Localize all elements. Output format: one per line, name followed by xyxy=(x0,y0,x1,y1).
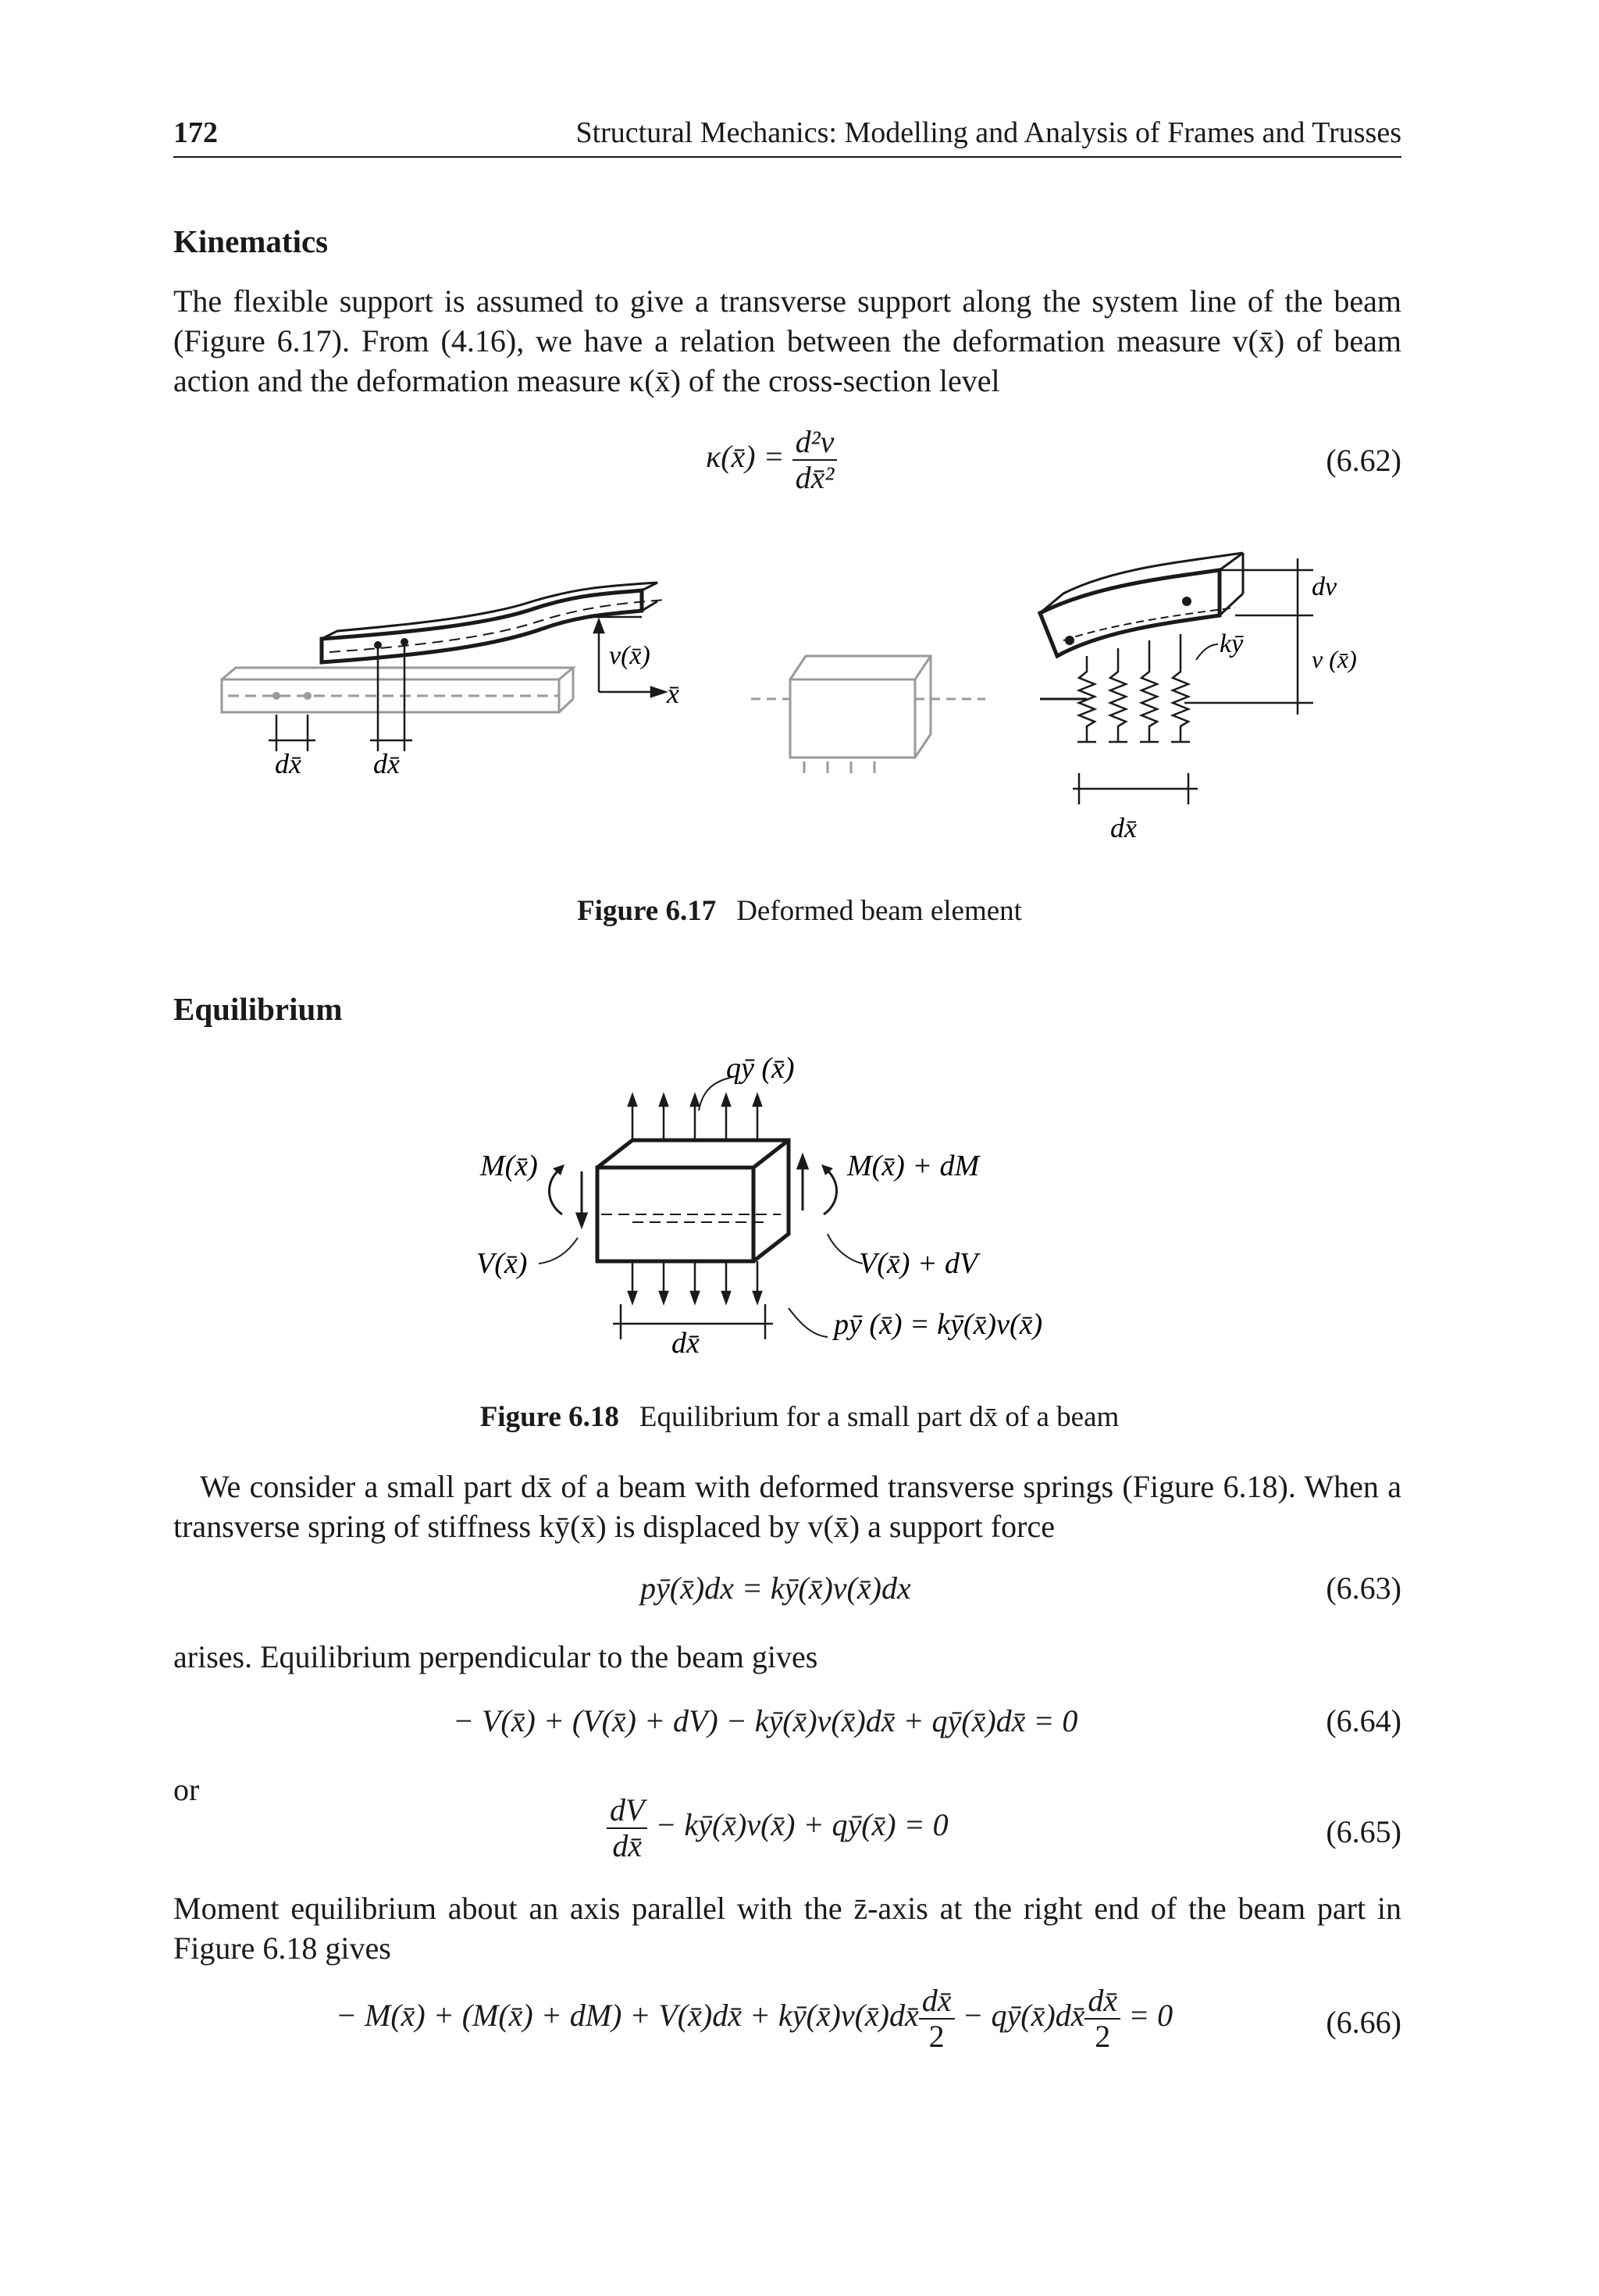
eq66-f1-den: 2 xyxy=(928,2019,945,2054)
label-dx: dx̄ xyxy=(671,1327,700,1360)
label-x: x̄ xyxy=(667,678,679,709)
dx-dimension-right xyxy=(1073,773,1198,804)
equation-6-62 xyxy=(173,422,1401,500)
label-M-left: M(x̄) xyxy=(480,1150,538,1182)
caption-figure-6-18 xyxy=(0,1400,1599,1434)
eq66-label: (6.66) xyxy=(1326,2005,1401,2040)
label-q: qȳ (x̄) xyxy=(726,1052,795,1085)
caption-618-text: Equilibrium for a small part dx̄ of a beam xyxy=(639,1401,1120,1433)
eq63-label: (6.63) xyxy=(1326,1570,1401,1606)
eq64-label: (6.64) xyxy=(1326,1703,1401,1738)
section-heading-kinematics: Kinematics xyxy=(173,223,329,259)
eq62-num: d²v xyxy=(792,425,838,461)
undeformed-beam xyxy=(222,668,573,712)
eq65-num: dV xyxy=(607,1793,647,1829)
label-dx-2: dx̄ xyxy=(373,748,400,779)
springs xyxy=(1077,634,1190,742)
paragraph-springs: We consider a small part dx̄ of a beam with deformed transverse springs (Figure 6.18). When a transverse spring of stiffness kȳ(x̄) is displaced by v(x̄) a support force xyxy=(173,1469,1401,1544)
eq62-label: (6.62) xyxy=(1326,443,1401,478)
label-dx-3: dx̄ xyxy=(1110,812,1137,843)
eq66-part3: = 0 xyxy=(1128,1998,1173,2034)
dv-dimension xyxy=(1184,558,1313,715)
figure-6-18 xyxy=(453,1046,1140,1374)
beam-part-box xyxy=(597,1140,789,1261)
label-k: kȳ xyxy=(1220,629,1244,658)
eq66-f1-num: dx̄ xyxy=(919,1984,955,2020)
eq63-body: pȳ(x̄)dx = kȳ(x̄)v(x̄)dx xyxy=(640,1570,911,1606)
caption-617-text: Deformed beam element xyxy=(736,895,1022,927)
label-dx-1: dx̄ xyxy=(275,748,301,779)
caption-617-label: Figure 6.17 xyxy=(577,895,717,927)
equation-6-64 xyxy=(173,1702,1401,1749)
p-arrows xyxy=(629,1261,761,1303)
eq65-rest: − kȳ(x̄)v(x̄) + qȳ(x̄) = 0 xyxy=(655,1807,949,1843)
grey-spring-block xyxy=(751,656,985,773)
label-V-right: V(x̄) + dV xyxy=(859,1247,978,1280)
equation-6-63 xyxy=(173,1570,1401,1617)
page-number: 172 xyxy=(173,116,218,149)
section-heading-equilibrium: Equilibrium xyxy=(173,991,343,1027)
eq66-part2: − qȳ(x̄)dx̄ xyxy=(962,1998,1085,2034)
paragraph-moment: Moment equilibrium about an axis parallel with the z̄-axis at the right end of the beam part in Figure 6.18 gives xyxy=(173,1891,1401,1966)
paragraph-kinematics: The flexible support is assumed to give a transverse support along the system line of the beam (Figure 6.17). From (4.16), we have a relation between the deformation measure v(x̄) of beam action and the deformation measure κ(x̄) of the cross-section level xyxy=(173,283,1401,398)
label-V-left: V(x̄) xyxy=(476,1247,528,1280)
eq66-part1: − M(x̄) + (M(x̄) + dM) + V(x̄)dx̄ + kȳ(x̄)v(x̄)dx̄ xyxy=(336,1998,919,2034)
eq65-den: dx̄ xyxy=(612,1828,643,1863)
paragraph-arises: arises. Equilibrium perpendicular to the beam gives xyxy=(173,1639,818,1674)
leaders xyxy=(539,1078,863,1337)
equation-6-66 xyxy=(173,1984,1401,2062)
label-v2: v (x̄) xyxy=(1312,645,1357,673)
eq64-body: − V(x̄) + (V(x̄) + dV) − kȳ(x̄)v(x̄)dx̄ + qȳ(x̄)dx̄ = 0 xyxy=(453,1703,1078,1738)
eq62-lhs: κ(x̄) = xyxy=(706,439,785,475)
header-rule xyxy=(173,156,1401,158)
eq62-den: dx̄² xyxy=(795,460,835,495)
caption-figure-6-17 xyxy=(0,894,1599,928)
eq66-f2-den: 2 xyxy=(1095,2019,1111,2054)
caption-618-label: Figure 6.18 xyxy=(479,1401,619,1433)
label-M-right: M(x̄) + dM xyxy=(847,1150,980,1182)
eq65-label: (6.65) xyxy=(1326,1814,1401,1849)
label-dv: dv xyxy=(1312,572,1337,601)
label-v: v(x̄) xyxy=(609,641,650,670)
running-title: Structural Mechanics: Modelling and Analysis of Frames and Trusses xyxy=(575,116,1401,149)
label-p: pȳ (x̄) = kȳ(x̄)v(x̄) xyxy=(834,1308,1043,1341)
moment-arcs xyxy=(550,1168,837,1214)
equation-6-65 xyxy=(173,1793,1401,1871)
q-arrows xyxy=(629,1095,761,1140)
paragraph-or: or xyxy=(173,1772,200,1807)
figure-6-17 xyxy=(173,539,1423,867)
eq66-f2-num: dx̄ xyxy=(1084,1984,1120,2020)
